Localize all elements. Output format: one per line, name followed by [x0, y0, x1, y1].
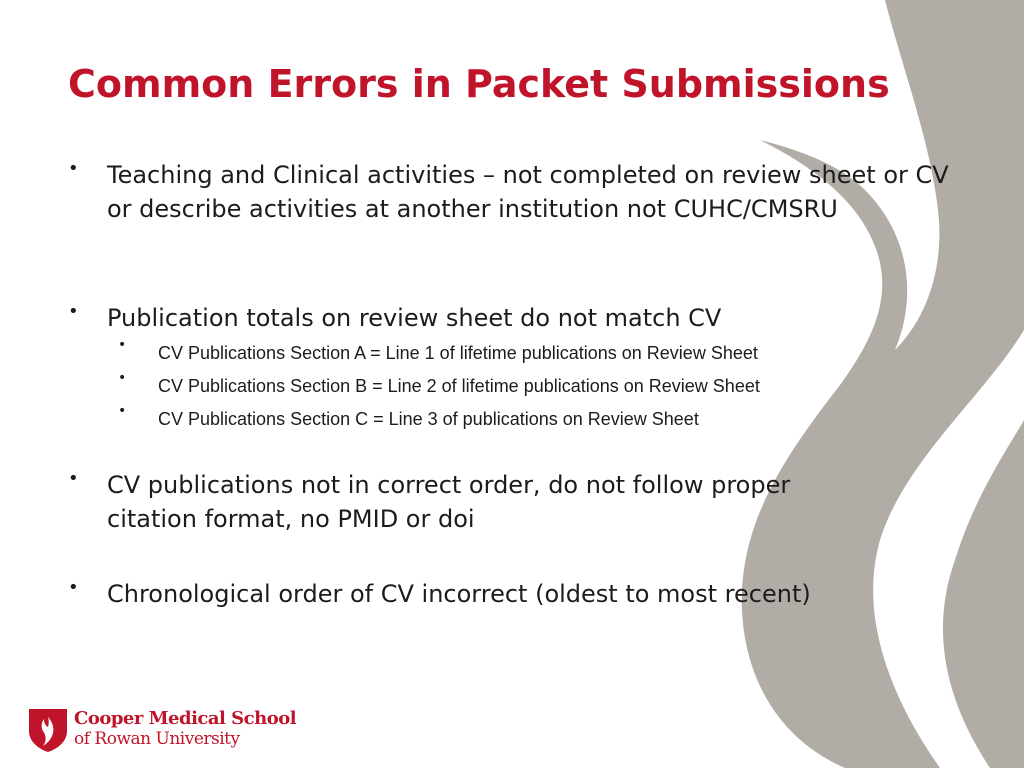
- sub-bullet-text: CV Publications Section C = Line 3 of publications on Review Sheet: [158, 409, 699, 429]
- sub-bullet-icon: •: [118, 370, 127, 386]
- flame-shield-icon: [26, 707, 70, 753]
- bullet-text: Chronological order of CV incorrect (oldest to most recent): [107, 580, 811, 608]
- sub-bullet-icon: •: [118, 403, 127, 419]
- sub-bullet-icon: •: [118, 337, 127, 353]
- bullet-text: CV publications not in correct order, do not follow proper citation format, no PMID or doi: [107, 471, 791, 533]
- bullet-text: Teaching and Clinical activities – not completed on review sheet or CV or describe activities at another institution not CUHC/CMSRU: [107, 161, 949, 223]
- sub-bullet-text: CV Publications Section A = Line 1 of lifetime publications on Review Sheet: [158, 343, 758, 363]
- bullet-icon: •: [68, 158, 79, 179]
- bullet-icon: •: [68, 577, 79, 598]
- logo-line1: Cooper Medical School: [74, 708, 297, 729]
- bullet-text: Publication totals on review sheet do not match CV: [107, 304, 722, 332]
- bullet-icon: •: [68, 468, 79, 489]
- school-logo: [26, 707, 297, 753]
- logo-line2: of Rowan University: [74, 729, 240, 749]
- sub-bullet-text: CV Publications Section B = Line 2 of lifetime publications on Review Sheet: [158, 376, 760, 396]
- slide-title: Common Errors in Packet Submissions: [68, 62, 890, 106]
- bullet-icon: •: [68, 301, 79, 322]
